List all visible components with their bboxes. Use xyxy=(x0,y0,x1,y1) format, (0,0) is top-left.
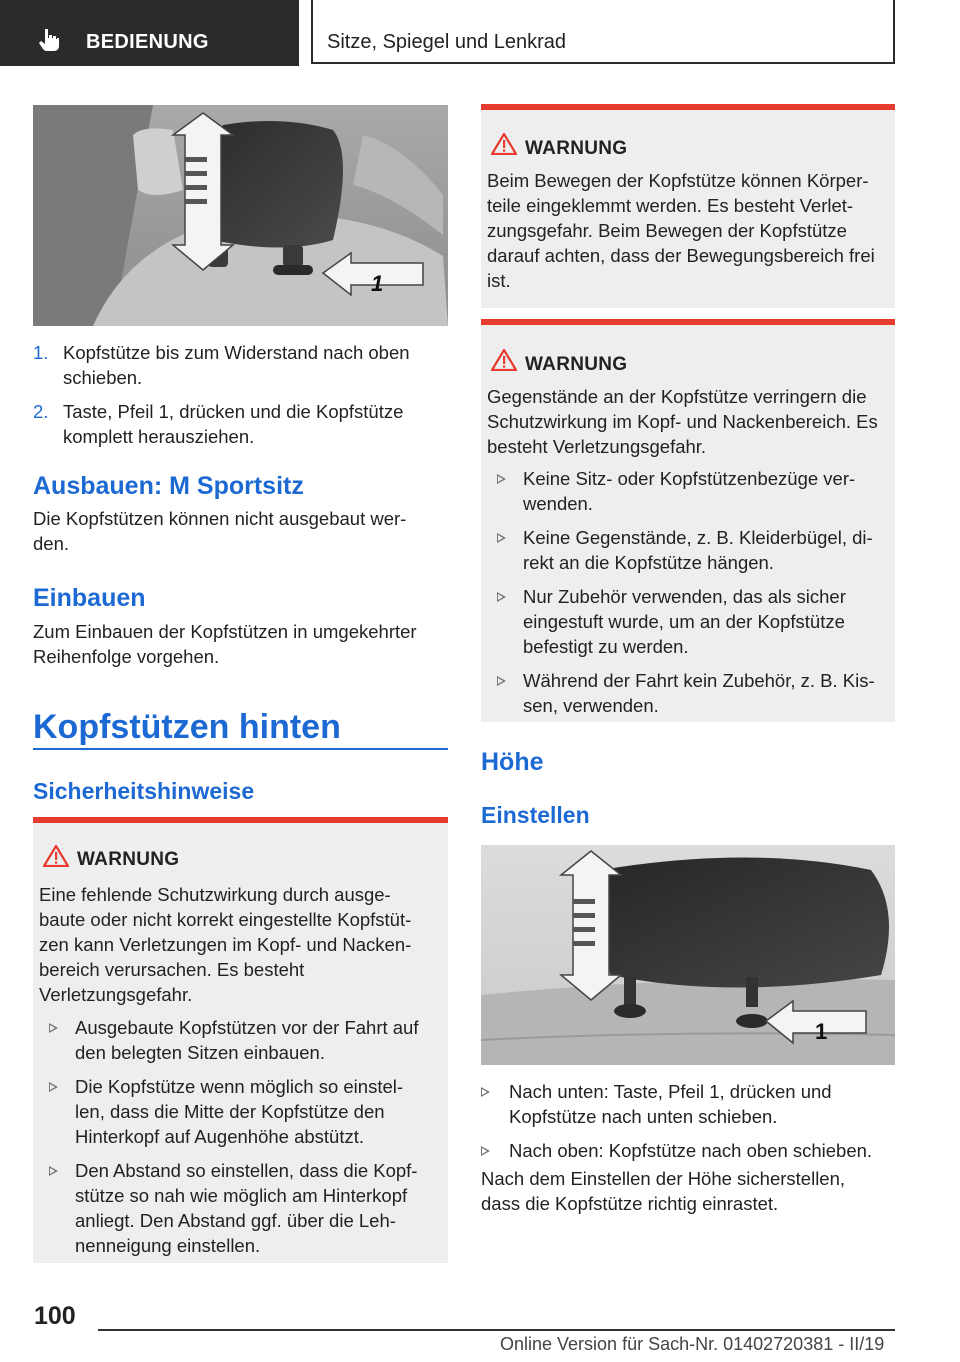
hand-pointer-icon xyxy=(38,28,60,52)
bullet-triangle-icon xyxy=(49,1082,58,1092)
list-item: Nach unten: Taste, Pfeil 1, drücken und Kopfstütze nach unten schieben. xyxy=(481,1079,891,1129)
list-item: Den Abstand so einstellen, dass die Kopf- stütze so nah wie möglich am Hinterkopf anliegt. Den Abstand ggf. über die Leh- nenneigung einstellen. xyxy=(39,1158,436,1258)
warning-title: WARNUNG xyxy=(77,849,180,870)
warning-text: Beim Bewegen der Kopfstütze können Körper- teile eingeklemmt werden. Es besteht Verlet- zungsgefahr. Beim Bewegen der Kopfstütze darauf achten, dass der Bewegungsbereich frei ist. xyxy=(487,170,875,291)
footer-rule xyxy=(98,1329,895,1331)
headrest-rear-figure xyxy=(481,845,895,1065)
warning-box-right-2 xyxy=(481,319,895,722)
ausbauen-m-text: Die Kopfstützen können nicht ausgebaut wer- den. xyxy=(33,508,407,554)
list-item: Während der Fahrt kein Zubehör, z. B. Kis- sen, verwenden. xyxy=(487,668,885,718)
bullet-triangle-icon xyxy=(497,592,506,602)
section-label: BEDIENUNG xyxy=(86,31,209,53)
bullet-triangle-icon xyxy=(497,533,506,543)
warning-icon xyxy=(491,133,517,155)
einbauen-text: Zum Einbauen der Kopfstützen in umgekehrter Reihenfolge vorgehen. xyxy=(33,621,417,667)
bullet-triangle-icon xyxy=(497,474,506,484)
bullet-triangle-icon xyxy=(497,676,506,686)
list-item: Nur Zubehör verwenden, das als sicher eingestuft wurde, um an der Kopfstütze befestigt zu werden. xyxy=(487,584,885,659)
bullet-triangle-icon xyxy=(49,1023,58,1033)
heading-einstellen: Einstellen xyxy=(481,802,590,828)
heading-sicherheitshinweise: Sicherheitshinweise xyxy=(33,778,255,804)
warning-box-left xyxy=(33,817,448,1263)
heading-kopfstuetzen-hinten: Kopfstützen hinten xyxy=(33,708,341,746)
heading-rule xyxy=(33,748,448,750)
bullet-triangle-icon xyxy=(481,1146,490,1156)
warning-list xyxy=(487,466,885,727)
heading-hoehe: Höhe xyxy=(481,748,544,776)
list-item: Keine Gegenstände, z. B. Kleiderbügel, di- rekt an die Kopfstütze hängen. xyxy=(487,525,885,575)
section-tab xyxy=(0,0,299,66)
bullet-triangle-icon xyxy=(481,1087,490,1097)
page-number: 100 xyxy=(34,1302,76,1330)
warning-box-right-1 xyxy=(481,104,895,308)
list-item: 1. Kopfstütze bis zum Widerstand nach oben schieben. xyxy=(33,342,410,388)
footer-text: Online Version für Sach-Nr. 01402720381 - II/19 xyxy=(500,1334,885,1354)
headrest-front-figure xyxy=(33,105,448,326)
hoehe-note: Nach dem Einstellen der Höhe sicherstellen, dass die Kopfstütze richtig einrastet. xyxy=(481,1168,846,1214)
figure1-callout: 1 xyxy=(371,271,384,296)
heading-ausbauen-m: Ausbauen: M Sportsitz xyxy=(33,472,304,500)
heading-einbauen: Einbauen xyxy=(33,584,146,612)
figure2-callout: 1 xyxy=(815,1019,828,1044)
list-item: Ausgebaute Kopfstützen vor der Fahrt auf den belegten Sitzen einbauen. xyxy=(39,1015,436,1065)
list-item: Keine Sitz- oder Kopfstützenbezüge ver- wenden. xyxy=(487,466,885,516)
removal-steps xyxy=(33,340,433,458)
warning-text: Gegenstände an der Kopfstütze verringern die Schutzwirkung im Kopf- und Nackenbereich. Es besteht Verletzungsgefahr. xyxy=(487,386,878,457)
warning-title: WARNUNG xyxy=(525,138,628,159)
bullet-triangle-icon xyxy=(49,1166,58,1176)
list-item: Die Kopfstütze wenn möglich so einstel- len, dass die Mitte der Kopfstütze den Hinterkopf auf Augenhöhe abstützt. xyxy=(39,1074,436,1149)
hoehe-steps xyxy=(481,1079,891,1172)
warning-icon xyxy=(43,845,69,867)
warning-list xyxy=(39,1015,436,1267)
list-item: 2. Taste, Pfeil 1, drücken und die Kopfstütze komplett herausziehen. xyxy=(33,401,404,447)
warning-text: Eine fehlende Schutzwirkung durch ausge- baute oder nicht korrekt eingestellte Kopfstüt- zen kann Verletzungen im Kopf- und Nacken- bereich verursachen. Es besteht Verletzungsgefahr. xyxy=(39,884,412,1005)
list-item: Nach oben: Kopfstütze nach oben schieben. xyxy=(481,1138,891,1163)
warning-icon xyxy=(491,349,517,371)
warning-title: WARNUNG xyxy=(525,354,628,375)
chapter-title: Sitze, Spiegel und Lenkrad xyxy=(327,31,567,53)
